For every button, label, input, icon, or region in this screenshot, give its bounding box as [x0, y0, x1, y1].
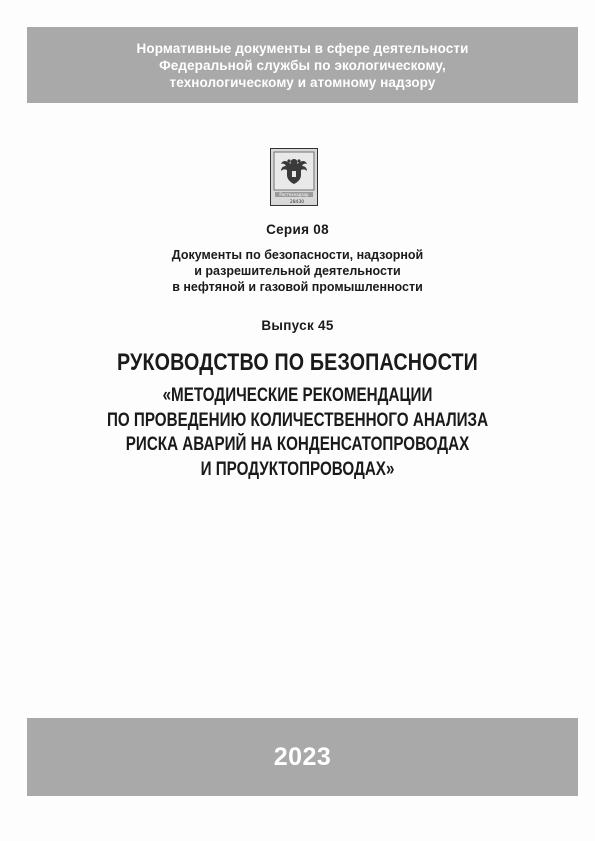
publication-year: 2023	[273, 742, 332, 771]
double-headed-eagle-icon	[271, 149, 317, 205]
series-description-line: в нефтяной и газовой промышленности	[172, 280, 423, 294]
footer-band	[27, 718, 578, 796]
document-subtitle	[0, 384, 595, 482]
header-line-1: Нормативные документы в сфере деятельности	[136, 40, 469, 56]
emblem-number: 28430	[289, 200, 305, 205]
rostekhnadzor-emblem	[270, 148, 318, 206]
subtitle-line: ПО ПРОВЕДЕНИЮ КОЛИЧЕСТВЕННОГО АНАЛИЗА	[106, 409, 489, 431]
header-line-3: технологическому и атомному надзору	[169, 74, 436, 90]
series-description-line: и разрешительной деятельности	[194, 264, 401, 278]
series-description	[0, 247, 595, 295]
subtitle-line: РИСКА АВАРИЙ НА КОНДЕНСАТОПРОВОДАХ	[125, 434, 470, 455]
subtitle-line: И ПРОДУКТОПРОВОДАХ»	[200, 458, 395, 480]
issue-label: Выпуск 45	[261, 318, 334, 333]
series-label: Серия 08	[266, 222, 329, 237]
header-line-2: Федеральной службы по экологическому,	[159, 57, 446, 73]
series-description-line: Документы по безопасности, надзорной	[171, 248, 424, 262]
header-band	[27, 27, 578, 103]
document-title: РУКОВОДСТВО ПО БЕЗОПАСНОСТИ	[117, 349, 478, 376]
subtitle-line: «МЕТОДИЧЕСКИЕ РЕКОМЕНДАЦИИ	[162, 385, 433, 406]
emblem-caption: Ростехнадзор	[279, 192, 309, 197]
